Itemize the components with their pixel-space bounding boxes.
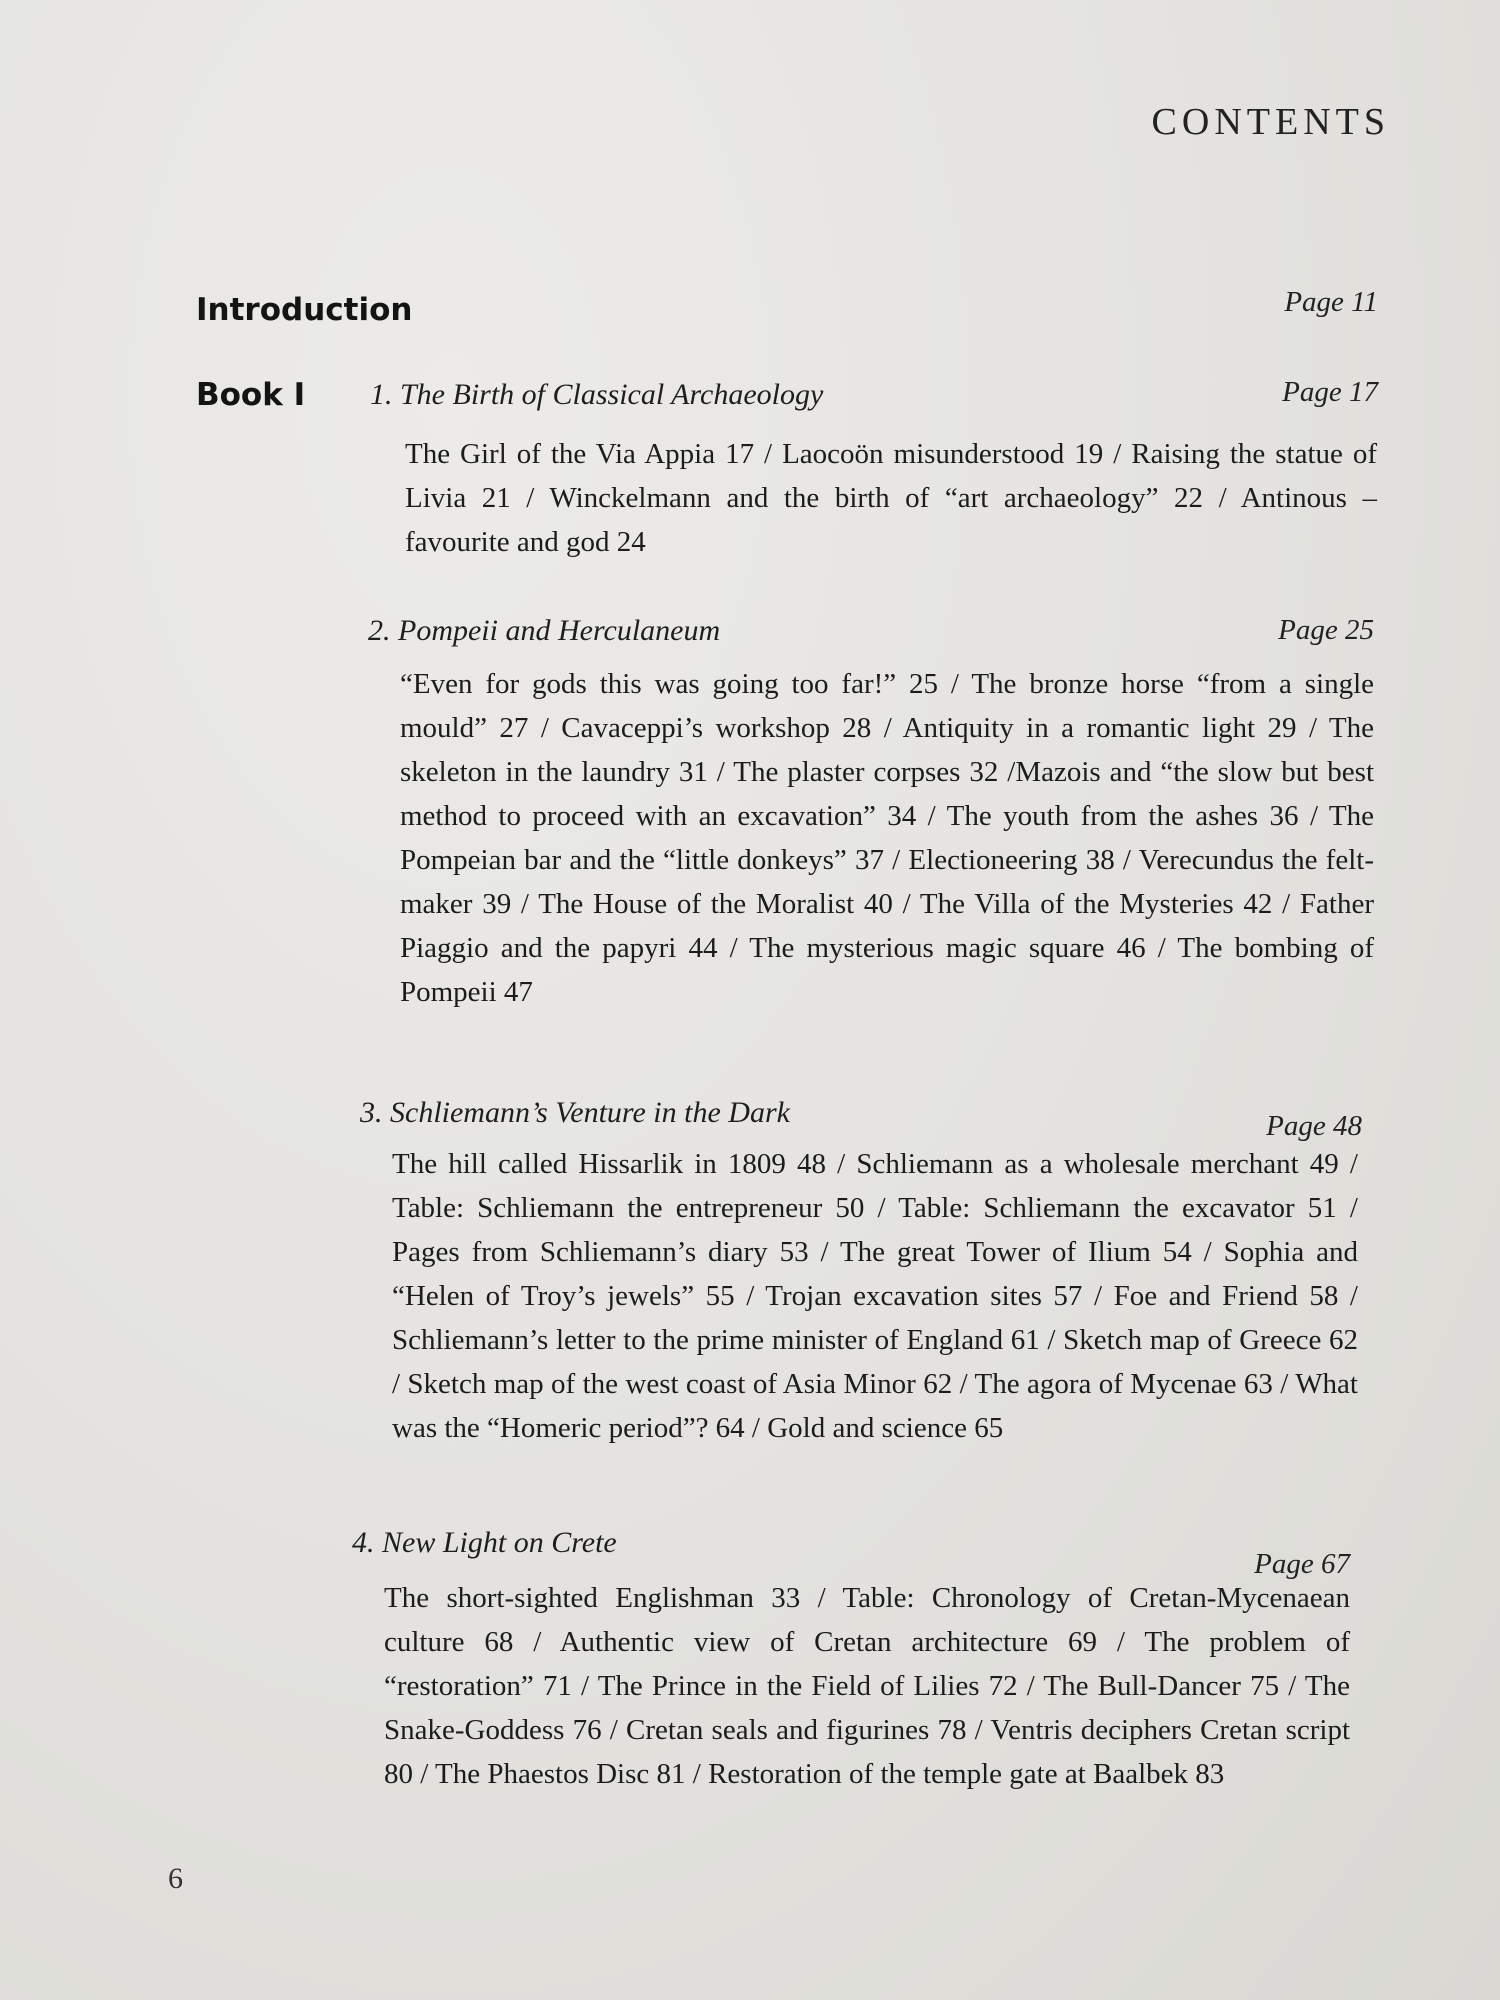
page-title: CONTENTS: [1151, 101, 1390, 143]
section-3-title: 3. Schliemann’s Venture in the Dark: [360, 1096, 790, 1129]
section-4-entries: The short-sighted Englishman 33 / Table: Chronology of Cretan-Mycenaean culture 68 / Authentic view of Cretan architecture 69 / The problem of “restoration” 71 / The Prince in the Field of Lilies 72 / The Bull-Dancer 75 / The Snake-Goddess 76 / Cretan seals and figurines 78 / Ventris deciphers Cretan script 80 / The Phaestos Disc 81 / Restoration of the temple gate at Baalbek 83: [384, 1582, 1350, 1790]
section-1-page-ref: Page 17: [1282, 376, 1378, 408]
section-2-entries: “Even for gods this was going too far!” 25 / The bronze horse “from a single mould” 27 / Cavaceppi’s workshop 28 / Antiquity in a romantic light 29 / The skeleton in the laundry 31 / The plaster corpses 32 /Mazois and “the slow but best method to proceed with an excavation” 34 / The youth from the ashes 36 / The Pompeian bar and the “little donkeys” 37 / Electioneering 38 / Verecundus the felt-maker 39 / The House of the Moralist 40 / The Villa of the Mysteries 42 / Father Piaggio and the papyri 44 / The mysterious magic square 46 / The bombing of Pompeii 47: [400, 668, 1374, 1008]
section-2-page-ref: Page 25: [1278, 614, 1374, 646]
section-1-entries: The Girl of the Via Appia 17 / Laocoön misunderstood 19 / Raising the statue of Livia 21 / Winckelmann and the birth of “art archaeology” 22 / Antinous – favourite and god 24: [405, 438, 1377, 558]
section-2-title: 2. Pompeii and Herculaneum: [368, 614, 721, 647]
section-1-title: 1. The Birth of Classical Archaeology: [370, 378, 824, 411]
book-label: Book I: [196, 377, 306, 413]
introduction-label: Introduction: [196, 292, 413, 328]
introduction-page-ref: Page 11: [1284, 286, 1378, 318]
section-3-entries: The hill called Hissarlik in 1809 48 / Schliemann as a wholesale merchant 49 / Table: Schliemann the entrepreneur 50 / Table: Schliemann the excavator 51 / Pages from Schliemann’s diary 53 / The great Tower of Ilium 54 / Sophia and “Helen of Troy’s jewels” 55 / Trojan excavation sites 57 / Foe and Friend 58 / Schliemann’s letter to the prime minister of England 61 / Sketch map of Greece 62 / Sketch map of the west coast of Asia Minor 62 / The agora of Mycenae 63 / What was the “Homeric period”? 64 / Gold and science 65: [392, 1148, 1358, 1444]
page-number: 6: [168, 1862, 183, 1895]
section-3-page-ref: Page 48: [1266, 1110, 1362, 1142]
section-4-page-ref: Page 67: [1254, 1548, 1350, 1580]
section-4-title: 4. New Light on Crete: [352, 1526, 617, 1559]
